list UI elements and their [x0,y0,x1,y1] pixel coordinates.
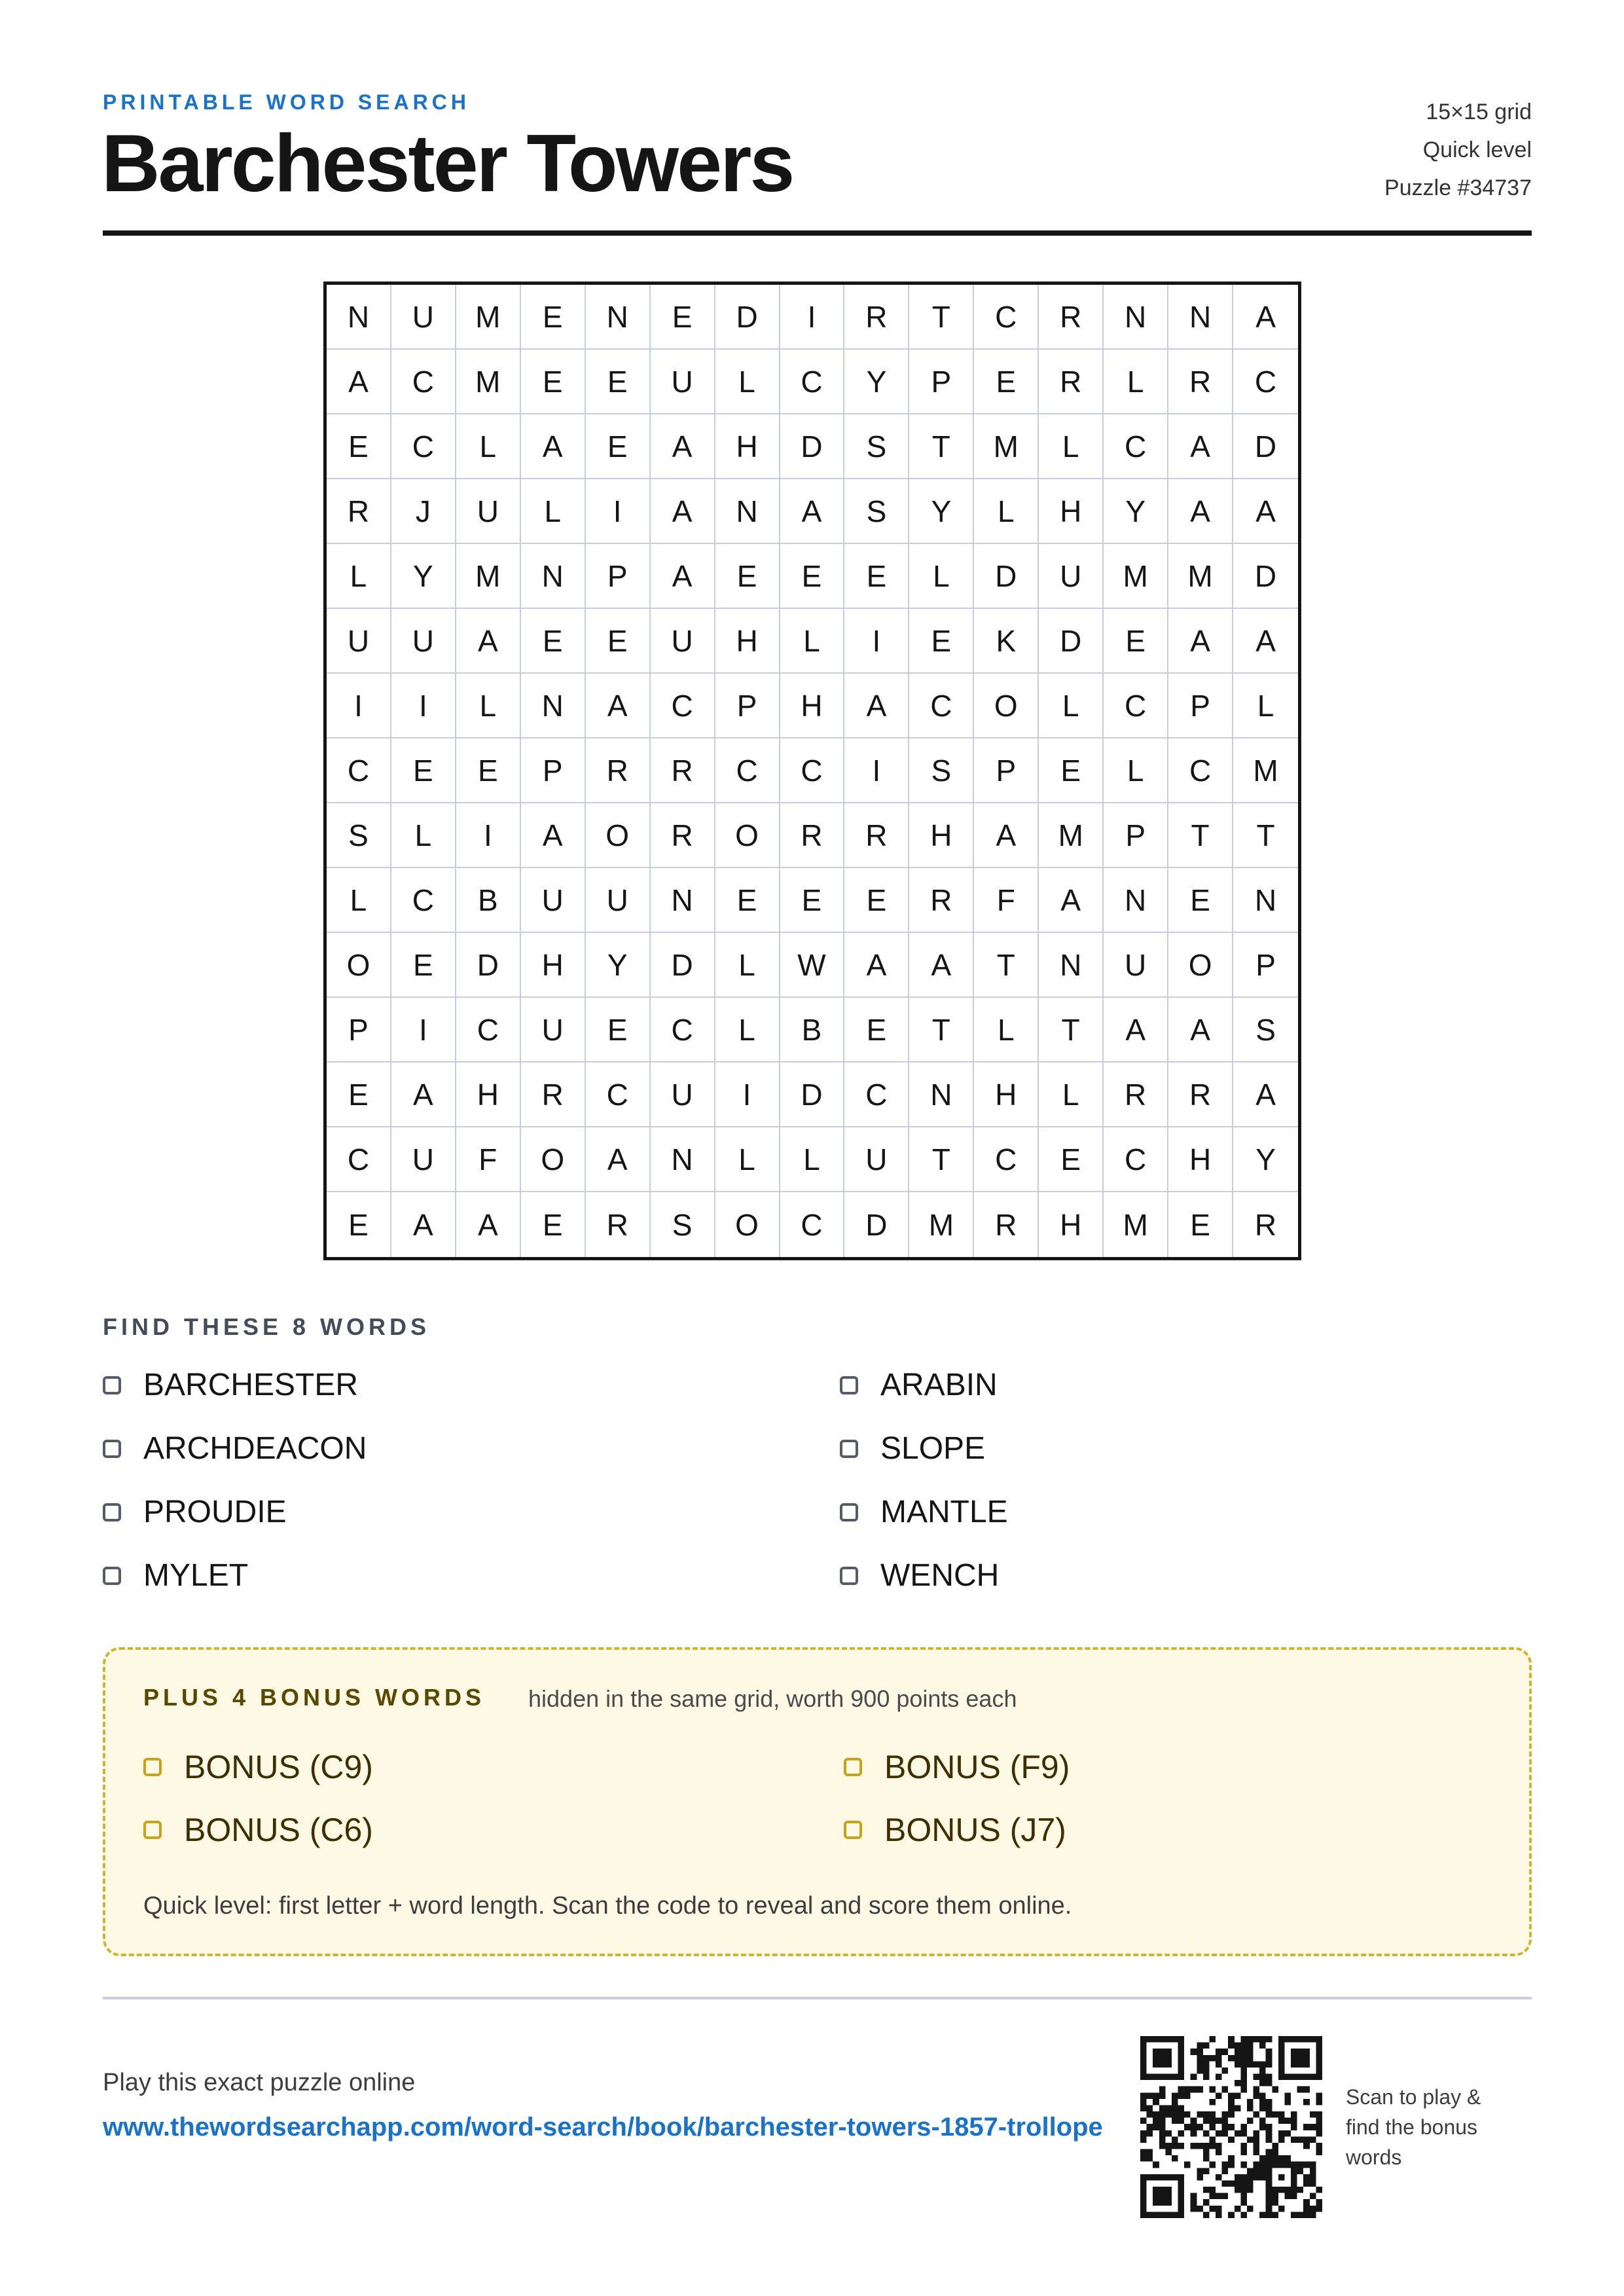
play-online-text: Play this exact puzzle online [103,2069,416,2096]
bonus-subheading: hidden in the same grid, worth 900 points each [528,1685,1017,1712]
grid-cell[interactable]: A [974,803,1039,868]
grid-cell[interactable]: H [715,609,780,674]
grid-cell[interactable]: C [651,674,715,738]
word-list-item[interactable] [103,1494,287,1530]
qr-code-icon[interactable] [1140,2036,1322,2218]
grid-cell[interactable]: R [1039,350,1104,414]
grid-cell[interactable]: E [456,738,521,803]
grid-cell[interactable]: C [1104,414,1168,479]
grid-cell[interactable]: N [1104,285,1168,350]
word-list-item[interactable] [103,1367,358,1403]
grid-cell[interactable]: F [974,868,1039,933]
grid-cell[interactable]: D [715,285,780,350]
grid-cell[interactable]: N [1104,868,1168,933]
grid-cell[interactable]: T [1233,803,1298,868]
grid-cell[interactable]: L [327,544,391,609]
grid-cell[interactable]: L [1104,350,1168,414]
grid-cell[interactable]: A [1039,868,1104,933]
grid-cell[interactable]: D [780,414,845,479]
grid-cell[interactable]: D [456,933,521,998]
grid-cell[interactable]: E [521,285,586,350]
grid-cell[interactable]: O [1168,933,1233,998]
grid-cell[interactable]: E [521,1192,586,1257]
grid-cell[interactable]: Y [586,933,651,998]
grid-cell[interactable]: N [521,674,586,738]
grid-cell[interactable]: L [327,868,391,933]
grid-cell[interactable]: R [586,738,651,803]
word-list-item[interactable] [840,1494,1008,1530]
bonus-item[interactable] [844,1811,1066,1849]
grid-cell[interactable]: U [391,285,456,350]
grid-cell[interactable]: A [327,350,391,414]
grid-cell[interactable]: T [909,285,974,350]
grid-cell[interactable]: E [586,414,651,479]
grid-cell[interactable]: P [327,998,391,1063]
grid-cell[interactable]: C [1168,738,1233,803]
grid-cell[interactable]: T [1039,998,1104,1063]
letter-grid[interactable] [323,282,1301,1260]
grid-cell[interactable]: H [1039,1192,1104,1257]
grid-cell[interactable]: N [327,285,391,350]
grid-cell[interactable]: E [391,738,456,803]
grid-cell[interactable]: C [391,414,456,479]
grid-cell[interactable]: I [844,609,909,674]
grid-cell[interactable]: C [456,998,521,1063]
footer-divider [103,1997,1532,1999]
grid-cell[interactable]: A [586,674,651,738]
grid-cell[interactable]: L [715,933,780,998]
grid-cell[interactable]: O [715,1192,780,1257]
grid-cell[interactable]: N [1233,868,1298,933]
word-label: MANTLE [880,1495,1008,1529]
grid-cell[interactable]: C [715,738,780,803]
grid-cell[interactable]: L [1039,414,1104,479]
grid-cell[interactable]: U [521,998,586,1063]
grid-cell[interactable]: O [974,674,1039,738]
grid-cell[interactable]: L [521,479,586,544]
grid-cell[interactable]: E [1168,1192,1233,1257]
checkbox-icon[interactable] [103,1503,121,1522]
grid-cell[interactable]: C [1104,1127,1168,1192]
grid-cell[interactable]: M [1233,738,1298,803]
grid-cell[interactable]: C [909,674,974,738]
page-kicker: PRINTABLE WORD SEARCH [103,90,470,114]
grid-cell[interactable]: E [715,544,780,609]
grid-cell[interactable]: M [456,350,521,414]
grid-cell[interactable]: H [521,933,586,998]
grid-cell[interactable]: L [1233,674,1298,738]
grid-cell[interactable]: E [780,868,845,933]
grid-cell[interactable]: R [651,803,715,868]
grid-cell[interactable]: L [715,1127,780,1192]
grid-cell[interactable]: A [391,1192,456,1257]
grid-cell[interactable]: N [651,1127,715,1192]
checkbox-icon[interactable] [840,1503,858,1522]
grid-cell[interactable]: P [521,738,586,803]
word-label: BARCHESTER [143,1368,359,1402]
grid-cell[interactable]: I [327,674,391,738]
grid-cell[interactable]: A [1233,479,1298,544]
grid-cell[interactable]: C [1104,674,1168,738]
grid-size-label: 15×15 grid [1426,100,1532,124]
grid-cell[interactable]: O [586,803,651,868]
grid-cell[interactable]: Y [1104,479,1168,544]
grid-cell[interactable]: M [909,1192,974,1257]
grid-cell[interactable]: C [651,998,715,1063]
grid-cell[interactable]: N [651,868,715,933]
grid-cell[interactable]: A [844,933,909,998]
bonus-item[interactable] [844,1748,1070,1786]
bonus-label: BONUS (C6) [184,1812,373,1848]
grid-cell[interactable]: U [651,609,715,674]
grid-cell[interactable]: L [391,803,456,868]
grid-cell[interactable]: E [974,350,1039,414]
grid-cell[interactable]: M [456,544,521,609]
checkbox-icon[interactable] [103,1376,121,1394]
checkbox-icon[interactable] [143,1821,162,1839]
grid-cell[interactable]: C [974,1127,1039,1192]
grid-cell[interactable]: C [391,868,456,933]
checkbox-icon[interactable] [840,1567,858,1585]
grid-cell[interactable]: S [844,479,909,544]
checkbox-icon[interactable] [844,1758,862,1776]
grid-cell[interactable]: H [909,803,974,868]
grid-cell[interactable]: P [1233,933,1298,998]
grid-cell[interactable]: C [780,1192,845,1257]
grid-cell[interactable]: E [715,868,780,933]
grid-cell[interactable]: D [1233,544,1298,609]
word-list-item[interactable] [103,1558,248,1594]
grid-cell[interactable]: C [586,1063,651,1127]
grid-cell[interactable]: U [391,1127,456,1192]
word-label: SLOPE [880,1431,986,1466]
grid-cell[interactable]: M [974,414,1039,479]
grid-cell[interactable]: R [909,868,974,933]
grid-cell[interactable]: S [1233,998,1298,1063]
grid-cell[interactable]: C [780,738,845,803]
grid-cell[interactable]: L [909,544,974,609]
grid-cell[interactable]: L [974,998,1039,1063]
grid-cell[interactable]: C [780,350,845,414]
grid-cell[interactable]: L [715,350,780,414]
checkbox-icon[interactable] [143,1758,162,1776]
grid-cell[interactable]: M [1104,544,1168,609]
grid-cell[interactable]: I [391,998,456,1063]
grid-cell[interactable]: L [1039,674,1104,738]
grid-cell[interactable]: E [521,609,586,674]
grid-cell[interactable]: U [1104,933,1168,998]
checkbox-icon[interactable] [103,1567,121,1585]
grid-cell[interactable]: R [1168,350,1233,414]
grid-cell[interactable]: A [1168,479,1233,544]
grid-cell[interactable]: D [1233,414,1298,479]
grid-cell[interactable]: B [456,868,521,933]
grid-cell[interactable]: N [586,285,651,350]
grid-cell[interactable]: E [391,933,456,998]
grid-cell[interactable]: A [844,674,909,738]
grid-cell[interactable]: N [715,479,780,544]
checkbox-icon[interactable] [103,1440,121,1458]
grid-cell[interactable]: E [651,285,715,350]
grid-cell[interactable]: R [1254,1207,1277,1242]
grid-cell[interactable]: H [1039,479,1104,544]
grid-cell[interactable]: E [780,544,845,609]
bonus-item[interactable] [143,1811,373,1849]
word-label: WENCH [880,1558,1000,1593]
grid-cell[interactable]: I [586,479,651,544]
grid-cell[interactable]: F [456,1127,521,1192]
word-list-item[interactable] [840,1430,985,1467]
grid-cell[interactable]: E [909,609,974,674]
bonus-label: BONUS (F9) [884,1749,1070,1785]
grid-cell[interactable]: E [327,1192,391,1257]
level-label: Quick level [1422,137,1532,162]
grid-cell[interactable]: A [651,414,715,479]
grid-cell[interactable]: N [1168,285,1233,350]
grid-cell[interactable]: T [909,1127,974,1192]
grid-cell[interactable]: M [1039,803,1104,868]
grid-cell[interactable]: E [586,350,651,414]
grid-cell[interactable]: T [909,998,974,1063]
grid-cell[interactable]: S [909,738,974,803]
grid-cell[interactable]: I [844,738,909,803]
grid-cell[interactable]: N [909,1063,974,1127]
grid-cell[interactable]: P [974,738,1039,803]
grid-cell[interactable]: H [1168,1127,1233,1192]
grid-cell[interactable]: I [715,1063,780,1127]
checkbox-icon[interactable] [844,1821,862,1839]
grid-cell[interactable]: O [715,803,780,868]
grid-cell[interactable]: R [844,803,909,868]
grid-cell[interactable]: P [1104,803,1168,868]
grid-cell[interactable]: T [1168,803,1233,868]
page-title: Barchester Towers [101,118,793,209]
grid-cell[interactable]: R [651,738,715,803]
grid-cell[interactable]: A [456,1192,521,1257]
grid-cell[interactable]: A [1168,998,1233,1063]
grid-cell[interactable]: U [1039,544,1104,609]
word-label: ARABIN [880,1368,998,1402]
grid-cell[interactable]: U [844,1127,909,1192]
grid-cell[interactable]: D [651,933,715,998]
grid-cell[interactable]: D [1039,609,1104,674]
header-divider [103,230,1532,236]
grid-cell[interactable]: H [974,1063,1039,1127]
grid-cell[interactable]: A [456,609,521,674]
grid-cell[interactable]: D [844,1192,909,1257]
grid-cell[interactable]: D [780,1063,845,1127]
grid-cell[interactable]: A [1168,414,1233,479]
grid-cell[interactable]: A [521,803,586,868]
grid-cell[interactable]: K [974,609,1039,674]
grid-cell[interactable]: S [844,414,909,479]
word-label: MYLET [143,1558,249,1593]
grid-cell[interactable]: U [521,868,586,933]
grid-cell[interactable]: L [715,998,780,1063]
grid-cell[interactable]: U [651,1063,715,1127]
grid-cell[interactable]: A [780,479,845,544]
grid-cell[interactable]: A [521,414,586,479]
grid-cell[interactable]: A [909,933,974,998]
grid-cell[interactable]: H [456,1063,521,1127]
grid-cell[interactable]: E [521,350,586,414]
grid-cell[interactable]: U [586,868,651,933]
grid-cell[interactable]: A [651,479,715,544]
grid-cell[interactable]: L [1039,1063,1104,1127]
word-label: ARCHDEACON [143,1431,367,1466]
grid-cell[interactable]: R [1039,285,1104,350]
grid-cell[interactable]: M [1104,1192,1168,1257]
word-list-item[interactable] [840,1558,999,1594]
grid-cell[interactable]: R [586,1192,651,1257]
puzzle-url-link[interactable]: www.thewordsearchapp.com/word-search/book/barchester-towers-1857-trollope [103,2113,1103,2141]
grid-cell[interactable]: C [844,1063,909,1127]
grid-cell[interactable]: L [974,479,1039,544]
grid-cell[interactable]: N [1039,933,1104,998]
bonus-label: BONUS (J7) [884,1812,1066,1848]
grid-cell[interactable]: E [1039,1127,1104,1192]
grid-cell[interactable]: L [456,414,521,479]
grid-cell[interactable]: Y [844,350,909,414]
grid-cell[interactable]: L [780,1127,845,1192]
grid-cell[interactable]: S [327,803,391,868]
puzzle-meta [1384,93,1532,207]
grid-cell[interactable]: N [521,544,586,609]
grid-cell[interactable]: A [391,1063,456,1127]
word-list-item[interactable] [103,1430,367,1467]
grid-cell[interactable]: L [1104,738,1168,803]
grid-cell[interactable]: A [1233,1063,1298,1127]
grid-cell[interactable]: R [1168,1063,1233,1127]
checkbox-icon[interactable] [840,1376,858,1394]
grid-cell[interactable]: L [456,674,521,738]
bonus-note: Quick level: first letter + word length. Scan the code to reveal and score them online. [143,1892,1072,1920]
grid-cell[interactable]: E [844,868,909,933]
grid-cell[interactable]: U [456,479,521,544]
grid-cell[interactable]: E [327,1063,391,1127]
grid-cell[interactable]: E [1104,609,1168,674]
bonus-panel [103,1647,1532,1956]
grid-cell[interactable]: C [974,285,1039,350]
grid-cell[interactable]: A [1233,609,1298,674]
grid-cell[interactable]: I [780,285,845,350]
grid-cell[interactable]: T [909,414,974,479]
grid-cell[interactable]: U [391,609,456,674]
grid-cell[interactable]: C [1233,350,1298,414]
grid-cell[interactable]: E [844,998,909,1063]
grid-cell[interactable]: E [1168,868,1233,933]
grid-cell[interactable]: A [1168,609,1233,674]
grid-cell[interactable]: A [586,1127,651,1192]
grid-cell[interactable]: R [974,1192,1039,1257]
bonus-heading: PLUS 4 BONUS WORDS [143,1684,486,1711]
grid-cell[interactable]: C [327,738,391,803]
grid-cell[interactable]: H [780,674,845,738]
grid-cell[interactable]: J [391,479,456,544]
grid-cell[interactable]: U [651,350,715,414]
scan-instructions: Scan to play & find the bonus words [1346,2085,1481,2169]
grid-cell[interactable]: Y [909,479,974,544]
grid-cell[interactable]: C [327,1127,391,1192]
grid-cell[interactable]: C [391,350,456,414]
grid-cell[interactable]: P [909,350,974,414]
grid-cell[interactable]: E [586,998,651,1063]
grid-cell[interactable]: E [586,609,651,674]
grid-cell[interactable]: E [1039,738,1104,803]
grid-cell[interactable]: P [586,544,651,609]
grid-cell[interactable]: E [844,544,909,609]
word-label: PROUDIE [143,1495,287,1529]
grid-cell[interactable]: P [1168,674,1233,738]
grid-cell[interactable]: P [715,674,780,738]
word-list-item[interactable] [840,1367,998,1403]
grid-cell[interactable]: W [780,933,845,998]
grid-cell[interactable]: R [780,803,845,868]
grid-cell[interactable]: I [456,803,521,868]
checkbox-icon[interactable] [840,1440,858,1458]
grid-cell[interactable]: H [715,414,780,479]
grid-cell[interactable]: B [780,998,845,1063]
grid-cell[interactable]: R [327,479,391,544]
grid-cell[interactable]: O [521,1127,586,1192]
grid-cell[interactable]: R [521,1063,586,1127]
grid-cell[interactable]: U [327,609,391,674]
grid-cell[interactable]: M [456,285,521,350]
grid-cell[interactable]: D [974,544,1039,609]
grid-cell[interactable]: A [651,544,715,609]
grid-cell[interactable]: R [1104,1063,1168,1127]
grid-cell[interactable]: Y [1233,1127,1298,1192]
grid-cell[interactable]: A [1233,285,1298,350]
grid-cell[interactable]: S [651,1192,715,1257]
grid-cell[interactable]: M [1168,544,1233,609]
grid-cell[interactable]: Y [391,544,456,609]
grid-cell[interactable]: E [327,414,391,479]
grid-cell[interactable]: T [974,933,1039,998]
grid-cell[interactable]: I [391,674,456,738]
grid-cell[interactable]: O [327,933,391,998]
grid-cell[interactable]: A [1104,998,1168,1063]
word-list-heading: FIND THESE 8 WORDS [103,1313,431,1340]
bonus-item[interactable] [143,1748,373,1786]
grid-cell[interactable]: L [780,609,845,674]
puzzle-number: Puzzle #34737 [1384,175,1532,200]
bonus-label: BONUS (C9) [184,1749,373,1785]
grid-cell[interactable]: R [844,285,909,350]
